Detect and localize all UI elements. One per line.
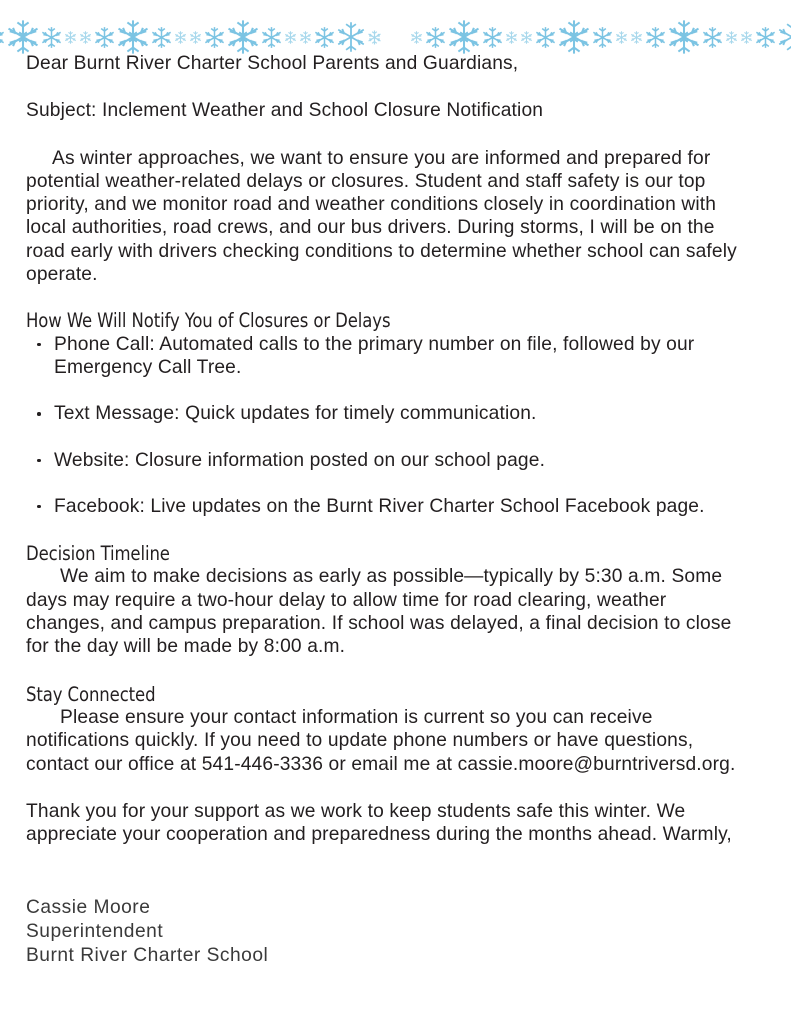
snowflake-icon (644, 26, 667, 49)
spacer (26, 659, 742, 683)
snowflake-icon (63, 30, 78, 45)
snowflake-icon (116, 20, 150, 54)
snowflake-icon (336, 22, 366, 52)
closing-paragraph: Thank you for your support as we work to keep students safe this winter. We appreciate your cooperation and preparedness during the months ahead. Warmly, (26, 800, 732, 846)
spacer (26, 123, 742, 147)
snowflake-icon (150, 26, 173, 49)
list-item (26, 333, 742, 380)
spacer (26, 776, 742, 800)
snowflake-icon (283, 30, 298, 45)
bullet-dot-icon (37, 343, 41, 347)
snowflake-icon (203, 26, 226, 49)
signature-title: Superintendent (26, 921, 164, 943)
snowflake-icon (629, 30, 644, 45)
signature-organization: Burnt River Charter School (26, 944, 269, 966)
snowflake-icon (667, 20, 701, 54)
contact-section-heading: Stay Connected (26, 682, 156, 706)
spacer (26, 75, 742, 99)
snowflake-icon (298, 30, 313, 45)
list-item (26, 449, 742, 472)
signature-name: Cassie Moore (26, 897, 151, 919)
snowflake-icon (534, 26, 557, 49)
snowflake-icon (226, 20, 260, 54)
signature-block (26, 896, 742, 967)
snowflake-icon (591, 26, 614, 49)
list-item-text: Phone Call: Automated calls to the primary number on file, followed by our Emergency Call Tree. (54, 333, 695, 378)
snowflake-icon (40, 26, 63, 49)
snowflake-icon (557, 20, 591, 54)
snowflake-icon (754, 26, 777, 49)
spacer (26, 518, 742, 542)
snowflake-icon (724, 30, 739, 45)
snowflake-icon (777, 22, 791, 52)
letter-body (26, 52, 742, 967)
timeline-section-heading: Decision Timeline (26, 542, 170, 566)
snowflake-icon (424, 26, 447, 49)
subject-line: Subject: Inclement Weather and School Closure Notification (26, 100, 544, 122)
timeline-paragraph: We aim to make decisions as early as possible—typically by 5:30 a.m. Some days may require a two-hour delay to allow time for road clearing, weather changes, and campus preparation. If school was delayed, a final decision to close for the day will be made by 8:00 a.m. (26, 566, 732, 658)
spacer (26, 286, 742, 309)
snowflake-icon (481, 26, 504, 49)
list-item-text: Text Message: Quick updates for timely communication. (54, 403, 537, 425)
snowflake-border-run-right (409, 20, 791, 54)
list-item-text: Facebook: Live updates on the Burnt River Charter School Facebook page. (54, 495, 705, 517)
contact-paragraph: Please ensure your contact information is current so you can receive notifications quickly. If you need to update phone numbers or have questions, contact our office at 541-446-3336 or email me at cassie.moore@burntriversd.org. (26, 706, 736, 775)
snowflake-icon (260, 26, 283, 49)
snowflake-icon (173, 30, 188, 45)
snowflake-icon (313, 26, 336, 49)
snowflake-icon (409, 30, 424, 45)
notify-bullet-list (26, 333, 742, 518)
list-item (26, 495, 742, 518)
bullet-dot-icon (37, 459, 41, 463)
bullet-dot-icon (37, 412, 41, 416)
snowflake-icon (93, 26, 116, 49)
snowflake-icon (366, 29, 383, 46)
snowflake-icon (614, 30, 629, 45)
spacer (26, 846, 742, 896)
snowflake-icon (447, 20, 481, 54)
snowflake-icon (701, 26, 724, 49)
list-item (26, 402, 742, 425)
snowflake-icon (519, 30, 534, 45)
snowflake-icon (188, 30, 203, 45)
list-item-text: Website: Closure information posted on our school page. (54, 449, 546, 471)
notify-section-heading: How We Will Notify You of Closures or Delays (26, 309, 391, 333)
snowflake-icon (78, 30, 93, 45)
snowflake-icon (504, 30, 519, 45)
snowflake-icon (739, 30, 754, 45)
bullet-dot-icon (37, 505, 41, 509)
salutation: Dear Burnt River Charter School Parents and Guardians, (26, 53, 519, 74)
intro-paragraph: As winter approaches, we want to ensure you are informed and prepared for potential weather-related delays or closures. Student and staff safety is our top priority, and we monitor road and weather conditions closely in coordination with local authorities, road crews, and our bus drivers. During storms, I will be on the road early with drivers checking conditions to determine whether school can safely operate. (26, 147, 737, 286)
snowflake-icon (6, 20, 40, 54)
snowflake-border-run-left (0, 20, 383, 54)
